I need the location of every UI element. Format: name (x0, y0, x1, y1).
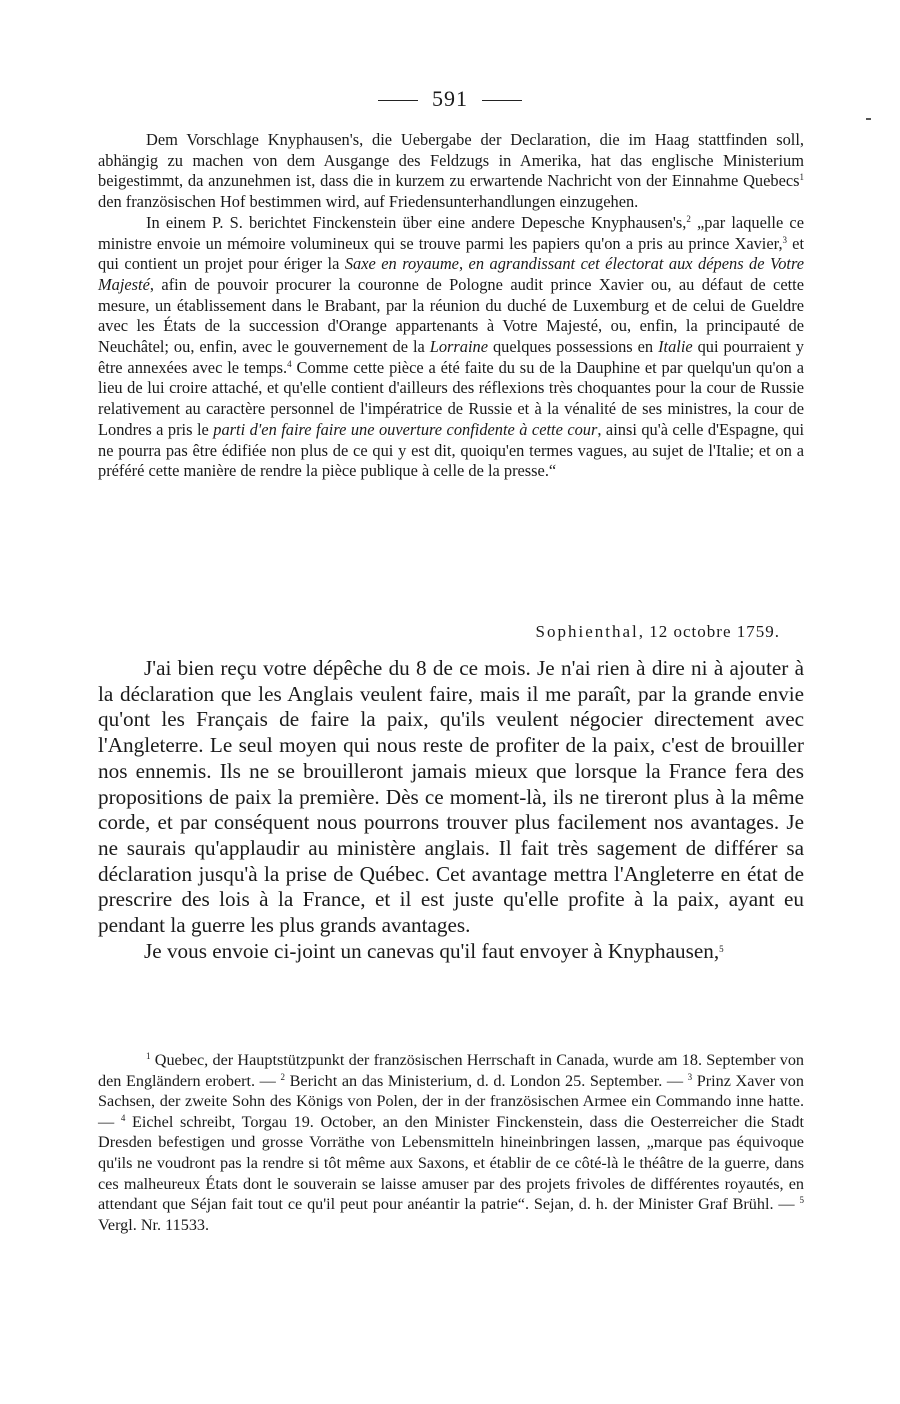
footnote-marker: 2 (280, 1071, 285, 1082)
footnote-paragraph (98, 1050, 804, 1235)
summary-text: Comme cette pièce a été faite du su de la Dauphine et par quelqu'un qu'on a lieu de lui croire attaché, et qu'elle contient d'ailleurs des réflexions très choquantes pour la cour de Russie relativement au caractère personnel de l'impératrice de Russie et à la vénalité de ses ministres, la cour de Londres a pris le (98, 357, 804, 439)
emphasis: en agrandissant cet électorat aux dépens de Votre Majesté (98, 254, 804, 294)
letter-body (98, 656, 804, 964)
summary-text: In einem P. S. berichtet Finckenstein über eine andere Depesche Knyphausen's, (146, 212, 687, 232)
summary-text: „par laquelle ce ministre envoie un mémoire volumineux qui se trouve parmi les papiers qu'on a pris au prince Xavier, (98, 212, 804, 253)
footnote-ref: 1 (799, 172, 804, 183)
margin-mark (866, 118, 871, 120)
footnote-text: Quebec, der Hauptstützpunkt der französischen Herrschaft in Canada, wurde am 18. September von den Engländern erobert. — (98, 1051, 804, 1090)
summary-section (98, 130, 804, 482)
letter-text: Je vous envoie ci-joint un canevas qu'il faut envoyer à Knyphausen, (144, 938, 720, 963)
footnote-marker: 3 (687, 1071, 693, 1082)
summary-text: , ainsi qu'à celle d'Espagne, qui ne pourra pas être édifiée non plus de ce qui y est dit, quoiqu'en termes vagues, au sujet de l'Italie; et on a préféré cette manière de rendre la pièce publique à celle de la presse.“ (98, 419, 805, 481)
summary-text: qui pourraient y être annexées avec le temps. (98, 337, 804, 377)
emphasis: parti d'en faire faire une ouverture confidente à cette cour (213, 419, 598, 439)
emphasis: Lorraine (429, 337, 489, 357)
summary-text: den französischen Hof bestimmen wird, auf Friedensunterhandlungen einzugehen. (98, 192, 639, 212)
footnote-text: Vergl. Nr. 11533. (98, 1215, 210, 1234)
footnote-text: Eichel schreibt, Torgau 19. October, an den Minister Finckenstein, dass die Oesterreicher die Stadt Dresden befestigen und grosse Vorräthe von Lebensmitteln hineinbringen lassen, „marque pas équivoque qu'ils ne voudront pas la rendre si tôt même aux Saxons, et établir de ce côté-là le théâtre de la guerre, dans ces malheureux États dont le souverain se laisse amuser par des projets frivoles de différentes royautés, en attendant que Séjan fait tout ce qu'il peut pour anéantir la patrie“. Sejan, d. h. der Minister Graf Brühl. — (98, 1112, 805, 1214)
header-rule-left (378, 100, 418, 101)
summary-paragraph (98, 130, 804, 213)
header-rule-right (482, 100, 522, 101)
page-number: 591 (432, 86, 468, 111)
footnotes (98, 1050, 804, 1235)
page-header (0, 86, 900, 112)
letter-dateline (98, 622, 780, 642)
footnote-ref: 2 (686, 213, 691, 224)
footnote-ref: 4 (287, 358, 292, 369)
summary-text: Dem Vorschlage Knyphausen's, die Uebergabe der Declaration, die im Haag stattfinden soll, abhängig zu machen von dem Ausgange des Feldzugs in Amerika, hat das englische Ministerium beigestimmt, da anzunehmen ist, dass die in kurzem zu erwartende Nachricht von der Einnahme Quebecs (98, 130, 804, 191)
letter-paragraph (98, 939, 804, 965)
footnote-marker: 5 (799, 1195, 804, 1206)
emphasis: Italie (658, 337, 693, 357)
summary-text: quelques possessions en (488, 337, 659, 357)
footnote-ref: 5 (719, 943, 724, 954)
emphasis: Saxe en royaume (344, 254, 459, 274)
footnote-marker: 1 (146, 1051, 151, 1061)
footnote-marker: 4 (120, 1112, 126, 1123)
footnote-text: Prinz Xaver von Sachsen, der zweite Sohn des Königs von Polen, der in der französischen Armee ein Commando inne hatte. — (98, 1071, 804, 1131)
summary-text: , (458, 254, 469, 274)
footnote-text: Bericht an das Ministerium, d. d. London 25. September. — (284, 1071, 688, 1090)
dateline-date: , 12 octobre 1759. (638, 622, 780, 641)
summary-paragraph (98, 213, 804, 482)
summary-text: , afin de pouvoir procurer la couronne de Pologne audit prince Xavier ou, au défaut de cette mesure, un établissement dans le Brabant, par la réunion du duché de Luxemburg et de celui de Gueldre avec les États de la succession d'Orange appartenants à Votre Majesté, ou, enfin, la principauté de Neuchâtel; ou, enfin, avec le gouvernement de la (98, 274, 804, 357)
footnote-ref: 3 (782, 234, 788, 245)
letter-paragraph: J'ai bien reçu votre dépêche du 8 de ce mois. Je n'ai rien à dire ni à ajouter à la déclaration que les Anglais veulent faire, mais il me paraît, par la grande envie qu'ont les Français de faire la paix, qu'ils veulent négocier directement avec l'Angleterre. Le seul moyen qui nous reste de profiter de la paix, c'est de brouiller nos ennemis. Ils ne se brouilleront jamais mieux que lorsque la France fera des propositions de paix la première. Dès ce moment-là, ils ne tireront plus à la même corde, et par conséquent nous pourrons trouver plus facilement nos avantages. Je ne saurais qu'applaudir au ministère anglais. Il fait très sagement de différer sa déclaration jusqu'à la prise de Québec. Cet avantage mettra l'Angleterre en état de prescrire des lois à la France, et il est juste qu'elle profite à la paix, ayant eu pendant la guerre les plus grands avantages. (98, 656, 804, 938)
dateline-place: Sophienthal (535, 622, 639, 641)
summary-text: et qui contient un projet pour ériger la (98, 233, 804, 274)
